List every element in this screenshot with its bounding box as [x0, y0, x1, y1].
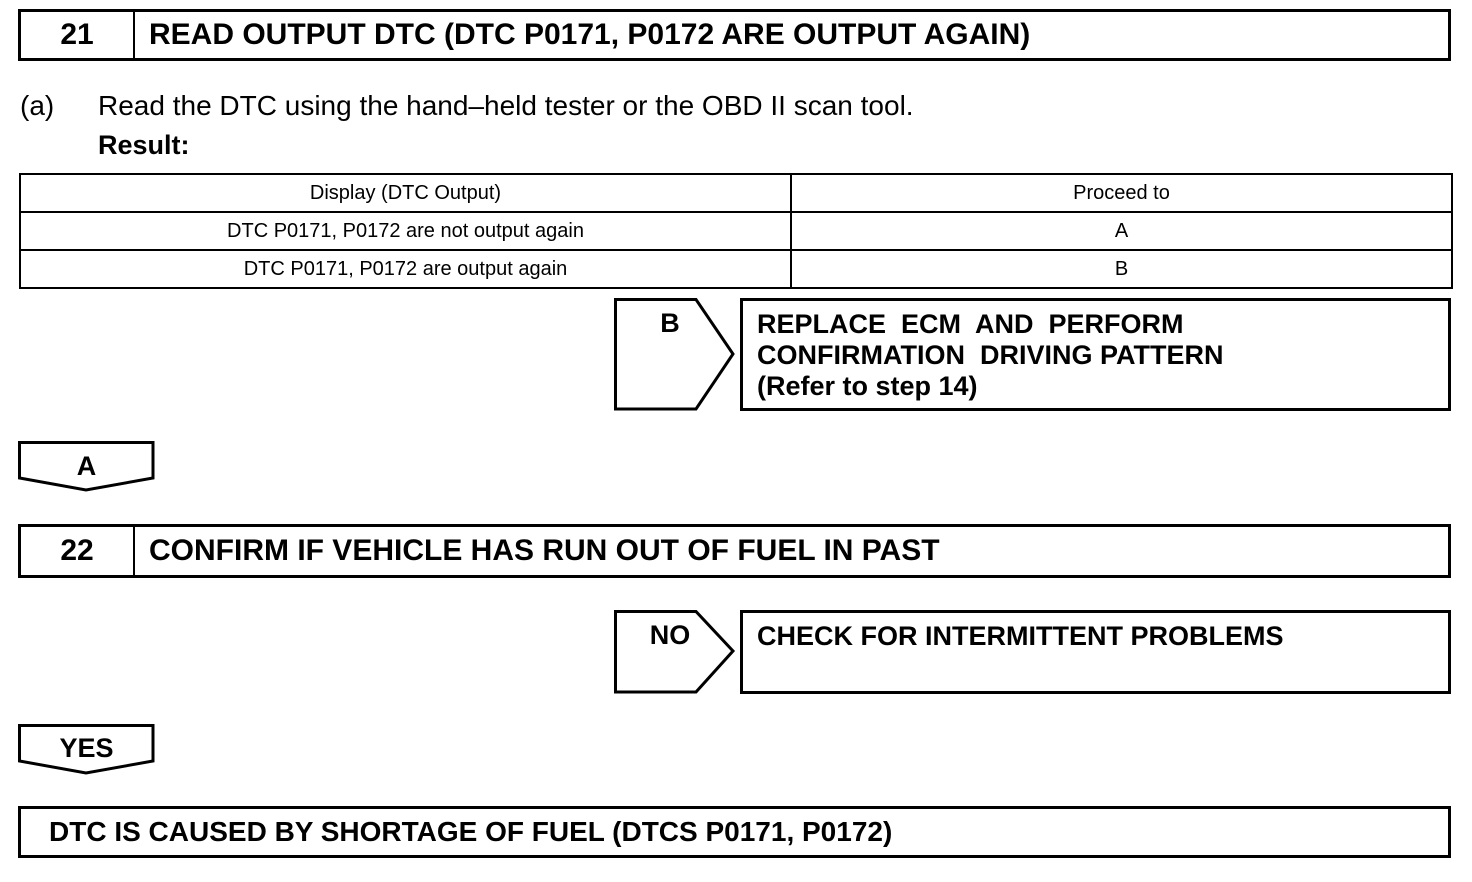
table-header-display: Display (DTC Output)	[20, 174, 791, 212]
table-cell-display: DTC P0171, P0172 are output again	[20, 250, 791, 288]
table-header-proceed: Proceed to	[791, 174, 1452, 212]
table-cell-proceed: B	[791, 250, 1452, 288]
result-label: Result:	[98, 130, 190, 160]
instruction-text: Read the DTC using the hand–held tester or the OBD II scan tool.	[98, 90, 914, 121]
action-line: CONFIRMATION DRIVING PATTERN	[757, 340, 1224, 370]
action-line: CHECK FOR INTERMITTENT PROBLEMS	[757, 621, 1284, 651]
branch-yes-label: YES	[59, 733, 114, 763]
step-number: 21	[21, 12, 135, 58]
table-cell-display: DTC P0171, P0172 are not output again	[20, 212, 791, 250]
replace-ecm-action-box	[740, 298, 1451, 411]
conclusion-text: DTC IS CAUSED BY SHORTAGE OF FUEL (DTCS P0171, P0172)	[49, 816, 893, 847]
result-table	[19, 173, 1453, 289]
para-marker: (a)	[20, 90, 55, 121]
step-title: CONFIRM IF VEHICLE HAS RUN OUT OF FUEL IN PAST	[149, 534, 940, 567]
intermittent-problems-action-box	[740, 610, 1451, 694]
table-row	[20, 212, 1452, 250]
step-number: 22	[21, 527, 135, 575]
branch-b-label: B	[660, 308, 680, 338]
step-21-header	[18, 9, 1451, 61]
table-header-row	[20, 174, 1452, 212]
table-row	[20, 250, 1452, 288]
branch-no-label: NO	[649, 620, 691, 650]
branch-a-label: A	[76, 451, 97, 481]
step-22-header	[18, 524, 1451, 578]
table-cell-proceed: A	[791, 212, 1452, 250]
conclusion-box	[18, 806, 1451, 858]
action-line: REPLACE ECM AND PERFORM	[757, 309, 1184, 339]
action-line: (Refer to step 14)	[757, 371, 978, 401]
step-title: READ OUTPUT DTC (DTC P0171, P0172 ARE OUTPUT AGAIN)	[149, 18, 1031, 51]
